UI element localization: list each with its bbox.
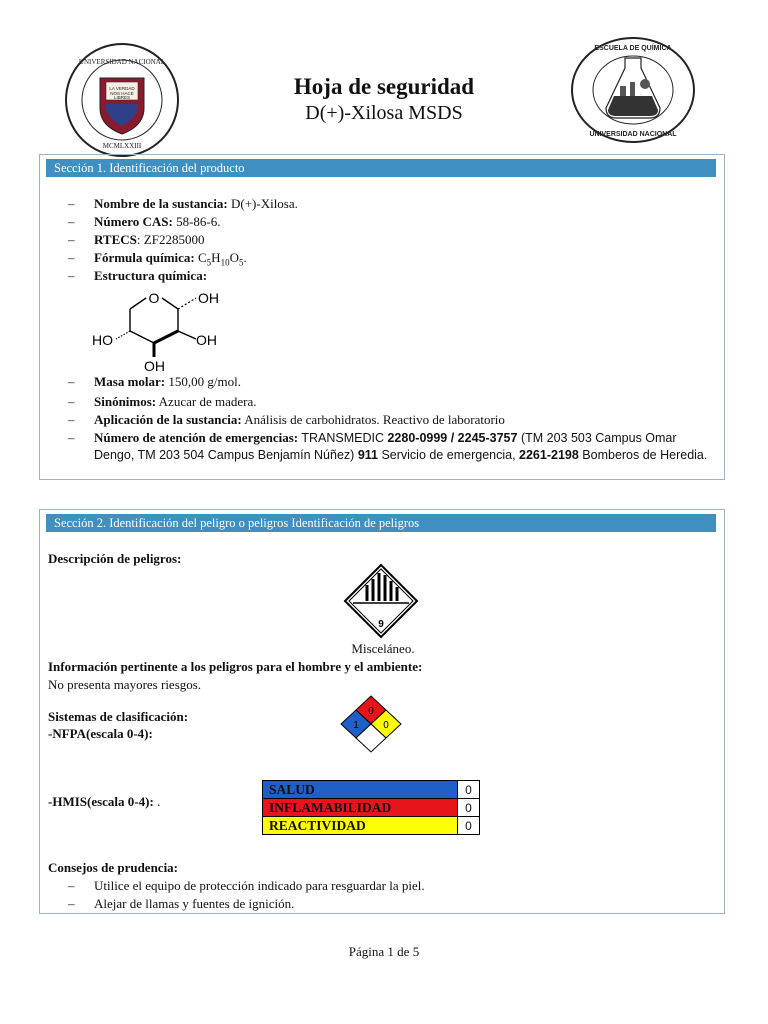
nfpa-label: -NFPA(escala 0-4):: [48, 726, 153, 741]
list-item-application: – Aplicación de la sustancia: Análisis de carbohidratos. Reactivo de laboratorio: [68, 412, 505, 427]
item-label: Sinónimos:: [94, 394, 157, 409]
ho-left-label: HO: [92, 332, 113, 348]
hmis-label: -HMIS(escala 0-4):: [48, 794, 154, 809]
hazard-info-label: Información pertinente a los peligros para el hombre y el ambiente:: [48, 659, 423, 674]
document-subtitle: D(+)-Xilosa MSDS: [305, 102, 463, 124]
hmis-flammability-label: INFLAMABILIDAD: [263, 799, 458, 817]
hmis-health-value: 0: [458, 781, 480, 799]
emergency-text: (TM 203 503 Campus Omar Dengo, TM 203 504 Campus Benjamín Núñez): [94, 431, 677, 462]
svg-text:LIBRES: LIBRES: [113, 95, 131, 100]
item-value: 150,00 g/mol.: [165, 374, 241, 389]
section-2-hazards: [39, 509, 725, 914]
pictogram-class-number: 9: [378, 619, 384, 630]
item-label: Nombre de la sustancia:: [94, 196, 228, 211]
list-item-molar-mass: – Masa molar: 150,00 g/mol.: [68, 374, 241, 389]
chemistry-school-logo: [570, 36, 696, 144]
hmis-health-label: SALUD: [263, 781, 458, 799]
list-item-rtecs: – RTECS: ZF2285000: [68, 232, 205, 247]
item-value: 58-86-6.: [172, 214, 221, 229]
hmis-row-health: [263, 781, 480, 799]
class-9-hazard-pictogram: [343, 563, 419, 639]
svg-text:NOS HACE: NOS HACE: [110, 91, 134, 96]
item-label: Estructura química:: [94, 268, 208, 283]
precaution-text: Alejar de llamas y fuentes de ignición.: [94, 896, 295, 911]
page-number: Página 1 de 5: [348, 944, 420, 959]
university-seal-logo: [64, 42, 180, 158]
hmis-table: [262, 780, 480, 835]
nfpa-flammability-value: 0: [368, 706, 374, 717]
item-label: Número CAS:: [94, 214, 173, 229]
oh-bottom-label: OH: [144, 358, 165, 373]
list-item-synonyms: – Sinónimos: Azucar de madera.: [68, 394, 257, 409]
section-1-heading: Sección 1. Identificación del producto: [46, 159, 716, 177]
emergency-number: 911: [357, 448, 378, 462]
nfpa-reactivity-value: 0: [383, 720, 389, 731]
item-value: : ZF2285000: [136, 232, 205, 247]
hmis-label-wrap: [48, 793, 160, 810]
list-item-structure: – Estructura química:: [68, 268, 208, 283]
precautions-label: Consejos de prudencia:: [48, 860, 179, 875]
list-item-precaution: – Alejar de llamas y fuentes de ignición.: [68, 895, 710, 912]
emergency-text: Servicio de emergencia,: [377, 448, 520, 462]
list-item-emergency: – Número de atención de emergencias: TRANSMEDIC 2280-0999 / 2245-3757 (TM 203 503 Campus Omar Dengo, TM 203 504 Campus Benjamín Núñez) 911 Servicio de emergencia, 2261-2198 Bomberos de Heredia.: [68, 430, 708, 462]
item-value: D(+)-Xilosa.: [227, 196, 298, 211]
hmis-row-reactivity: [263, 817, 480, 835]
section-1-identification: [39, 154, 725, 480]
svg-text:LA VERDAD: LA VERDAD: [109, 86, 135, 91]
emergency-label: Número de atención de emergencias:: [94, 430, 299, 445]
item-value: Análisis de carbohidratos. Reactivo de laboratorio: [241, 412, 505, 427]
chemical-structure-diagram: [92, 285, 222, 373]
classification-systems-label: Sistemas de clasificación:: [48, 709, 189, 724]
svg-text:UNIVERSIDAD NACIONAL: UNIVERSIDAD NACIONAL: [78, 58, 166, 66]
item-label: Fórmula química:: [94, 250, 195, 265]
item-label: RTECS: [94, 232, 137, 247]
item-label: Aplicación de la sustancia:: [94, 412, 242, 427]
hmis-row-flammability: [263, 799, 480, 817]
list-item-precaution: – Utilice el equipo de protección indicado para resguardar la piel.: [68, 877, 710, 894]
svg-text:MCMLXXIII: MCMLXXIII: [102, 142, 142, 150]
emergency-number: 2280-0999 / 2245-3757: [387, 431, 518, 445]
section-2-heading: Sección 2. Identificación del peligro o peligros Identificación de peligros: [46, 514, 716, 532]
item-value: Azucar de madera.: [156, 394, 257, 409]
svg-text:UNIVERSIDAD NACIONAL: UNIVERSIDAD NACIONAL: [589, 131, 677, 138]
oh-top-label: OH: [198, 290, 219, 306]
emergency-text: Bomberos de Heredia.: [578, 448, 708, 462]
pictogram-caption: Misceláneo.: [351, 641, 415, 656]
document-title: Hoja de seguridad: [293, 74, 475, 99]
list-item-cas: – Número CAS: 58-86-6.: [68, 214, 221, 229]
hmis-reactivity-label: REACTIVIDAD: [263, 817, 458, 835]
hmis-reactivity-value: 0: [458, 817, 480, 835]
oh-right-label: OH: [196, 332, 217, 348]
hazard-description-label: Descripción de peligros:: [48, 551, 182, 566]
precaution-text: Utilice el equipo de protección indicado para resguardar la piel.: [94, 878, 425, 893]
ring-oxygen-label: O: [148, 290, 160, 306]
nfpa-diamond: [340, 695, 402, 755]
item-label: Masa molar:: [94, 374, 166, 389]
emergency-number: 2261-2198: [519, 448, 579, 462]
nfpa-health-value: 1: [353, 720, 359, 731]
item-value: $C_5H_{10}O_5$.: [194, 250, 247, 268]
svg-text:ESCUELA DE QUÍMICA: ESCUELA DE QUÍMICA: [594, 45, 672, 52]
list-item-formula: – Fórmula química: $C_5H_{10}O_5$.: [68, 250, 247, 268]
emergency-text: TRANSMEDIC: [298, 431, 388, 445]
hmis-suffix: .: [153, 794, 161, 809]
hmis-flammability-value: 0: [458, 799, 480, 817]
list-item-substance-name: – Nombre de la sustancia: D(+)-Xilosa.: [68, 196, 298, 211]
hazard-info-text: No presenta mayores riesgos.: [48, 677, 202, 692]
